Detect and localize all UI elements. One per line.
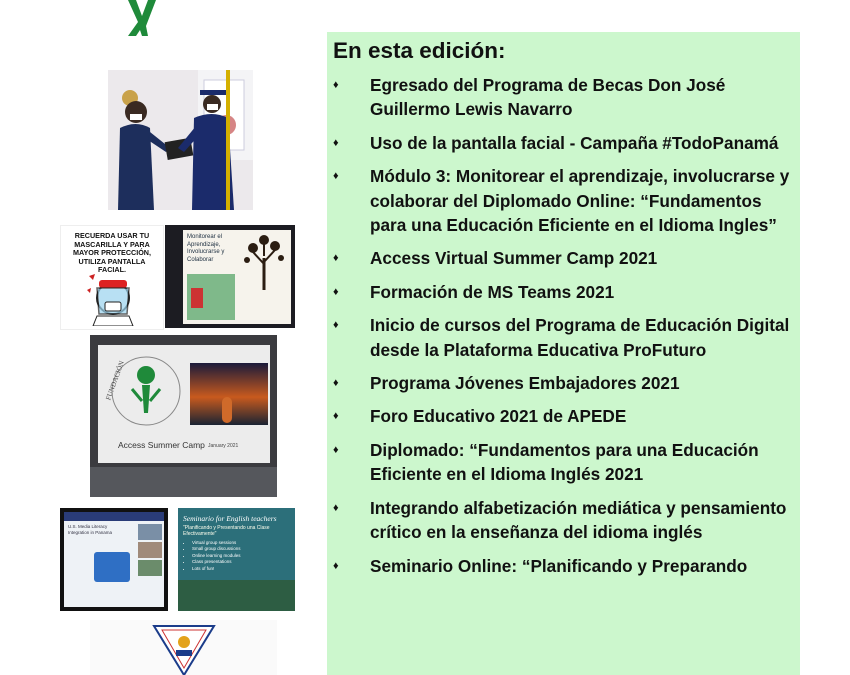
panel-title: En esta edición: bbox=[333, 38, 506, 63]
list-item: ♦ Programa Jóvenes Embajadores 2021 bbox=[333, 373, 680, 394]
diamond-bullet-icon: ♦ bbox=[333, 136, 339, 149]
list-item: ♦ Inicio de cursos del Programa de Educación Digital desde la Plataforma Educativa ProFuturo bbox=[333, 315, 790, 360]
list-item: ♦ Seminario Online: “Planificando y Preparando bbox=[333, 555, 748, 576]
access-summer-camp-slide bbox=[90, 335, 277, 497]
list-item: ♦ Formación de MS Teams 2021 bbox=[333, 281, 615, 302]
seminar-title: Seminario for English teachers bbox=[183, 514, 277, 523]
seminar-slide bbox=[178, 508, 295, 611]
seminar-points: • Virtual group sessions • Small group discussions • Online learning modules • Class presentations • Lots of fun! bbox=[186, 540, 241, 572]
zoom-session-screenshot bbox=[60, 508, 168, 611]
diamond-bullet-icon: ♦ bbox=[333, 79, 339, 91]
poster-text: RECUERDA USAR TU MASCARILLA Y PARA MAYOR PROTECCIÓN, UTILIZA PANTALLA FACIAL. bbox=[72, 231, 151, 275]
list-item: ♦ Módulo 3: Monitorear el aprendizaje, involucrarse y colaborar del Diplomado Online: “Fundamentos para una Educación Eficiente en el Idioma Ingles” bbox=[333, 166, 790, 236]
module-slide-text: Monitorear el Aprendizaje, Involucrarse y Colaborar bbox=[187, 234, 225, 263]
diamond-bullet-icon: ♦ bbox=[333, 501, 339, 514]
diamond-bullet-icon: ♦ bbox=[333, 319, 339, 332]
camp-slide-title: Access Summer Camp bbox=[118, 440, 205, 450]
list-item: ♦ Diplomado: “Fundamentos para una Educación Eficiente en el Idioma Inglés 2021 bbox=[333, 439, 759, 485]
zoom-slide-text: U.S. Media Literacy Integration in Panama bbox=[68, 524, 113, 535]
seminar-subtitle: "Planificando y Presentando una Clase Efectivamente" bbox=[183, 525, 270, 537]
list-item: ♦ Access Virtual Summer Camp 2021 bbox=[333, 248, 658, 269]
list-item: ♦ Egresado del Programa de Becas Don José Guillermo Lewis Navarro bbox=[333, 75, 726, 120]
graduation-photo bbox=[108, 70, 253, 210]
foundation-logo-icon bbox=[122, 0, 162, 38]
face-shield-poster bbox=[60, 225, 164, 330]
list-item: ♦ Uso de la pantalla facial - Campaña #TodoPanamá bbox=[333, 132, 779, 153]
diamond-bullet-icon: ♦ bbox=[333, 170, 339, 183]
school-crest-image bbox=[90, 620, 277, 675]
diamond-bullet-icon: ♦ bbox=[333, 252, 339, 265]
edition-contents-panel bbox=[327, 32, 800, 675]
diamond-bullet-icon: ♦ bbox=[333, 443, 339, 456]
diamond-bullet-icon: ♦ bbox=[333, 410, 339, 423]
module-slide-photo bbox=[165, 225, 295, 328]
list-item: ♦ Integrando alfabetización mediática y pensamiento crítico en la enseñanza del idioma inglés bbox=[333, 497, 787, 543]
diamond-bullet-icon: ♦ bbox=[333, 285, 339, 298]
edition-list bbox=[327, 73, 800, 587]
diamond-bullet-icon: ♦ bbox=[333, 559, 339, 572]
camp-slide-date: January 2021 bbox=[208, 443, 239, 449]
diamond-bullet-icon: ♦ bbox=[333, 377, 339, 390]
svg-text:FUNDACIÓN: FUNDACIÓN bbox=[104, 359, 126, 402]
list-item: ♦ Foro Educativo 2021 de APEDE bbox=[333, 406, 627, 427]
